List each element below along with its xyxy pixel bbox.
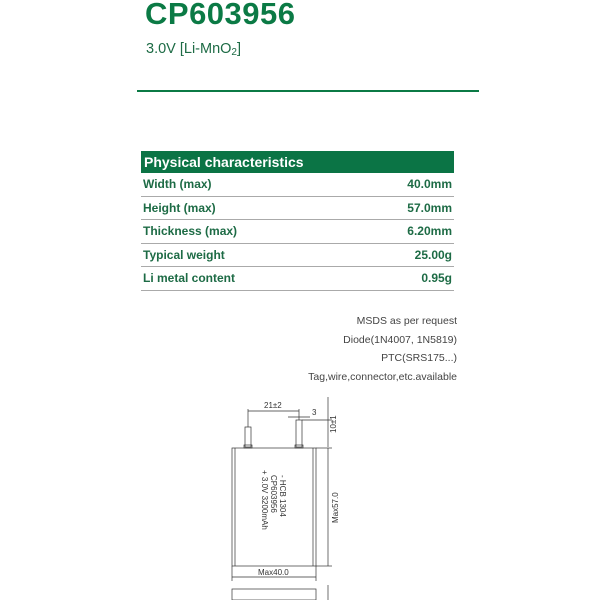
voltage-text: 3.0V [Li-MnO: [146, 41, 232, 57]
positive-tab: [296, 420, 302, 447]
row-value: 25.00g: [350, 243, 454, 267]
note-line: Diode(1N4007, 1N5819): [343, 333, 457, 346]
row-label: Thickness (max): [141, 220, 350, 244]
header-divider: [137, 90, 479, 92]
chemistry-subscript: 2: [231, 47, 237, 58]
row-value: 6.20mm: [350, 220, 454, 244]
row-value: 57.0mm: [350, 196, 454, 220]
battery-dimension-drawing: [220, 395, 350, 600]
model-title: CP603956: [145, 0, 296, 31]
row-value: 40.0mm: [350, 173, 454, 196]
label-line: CP603956: [269, 475, 278, 513]
row-label: Typical weight: [141, 243, 350, 267]
row-value: 0.95g: [350, 267, 454, 291]
table-row: [141, 220, 454, 244]
table-row: [141, 173, 454, 196]
label-line: + 3.0V 3200mAh: [260, 470, 269, 530]
note-line: Tag,wire,connector,etc.available: [308, 370, 457, 383]
negative-tab: [245, 427, 251, 447]
row-label: Height (max): [141, 196, 350, 220]
table-row: [141, 267, 454, 291]
table-row: [141, 196, 454, 220]
physical-characteristics-table: [141, 151, 454, 291]
tab-spacing-dim: 21±2: [264, 401, 282, 410]
battery-side-view: [232, 589, 316, 600]
label-line: - HCB 1304: [278, 475, 287, 517]
row-label: Li metal content: [141, 267, 350, 291]
options-notes: [308, 312, 457, 386]
table-heading: Physical characteristics: [141, 151, 454, 173]
note-line: PTC(SRS175...): [381, 352, 457, 364]
tab-width-dim: 3: [312, 408, 317, 417]
voltage-chemistry: [146, 41, 241, 58]
row-label: Width (max): [141, 173, 350, 196]
height-dim: Max57.0: [331, 492, 340, 523]
table-row: [141, 243, 454, 267]
tab-length-dim: 10±1: [329, 415, 338, 433]
width-dim: Max40.0: [258, 568, 289, 577]
chemistry-close: ]: [236, 41, 242, 57]
note-line: MSDS as per request: [356, 315, 457, 327]
